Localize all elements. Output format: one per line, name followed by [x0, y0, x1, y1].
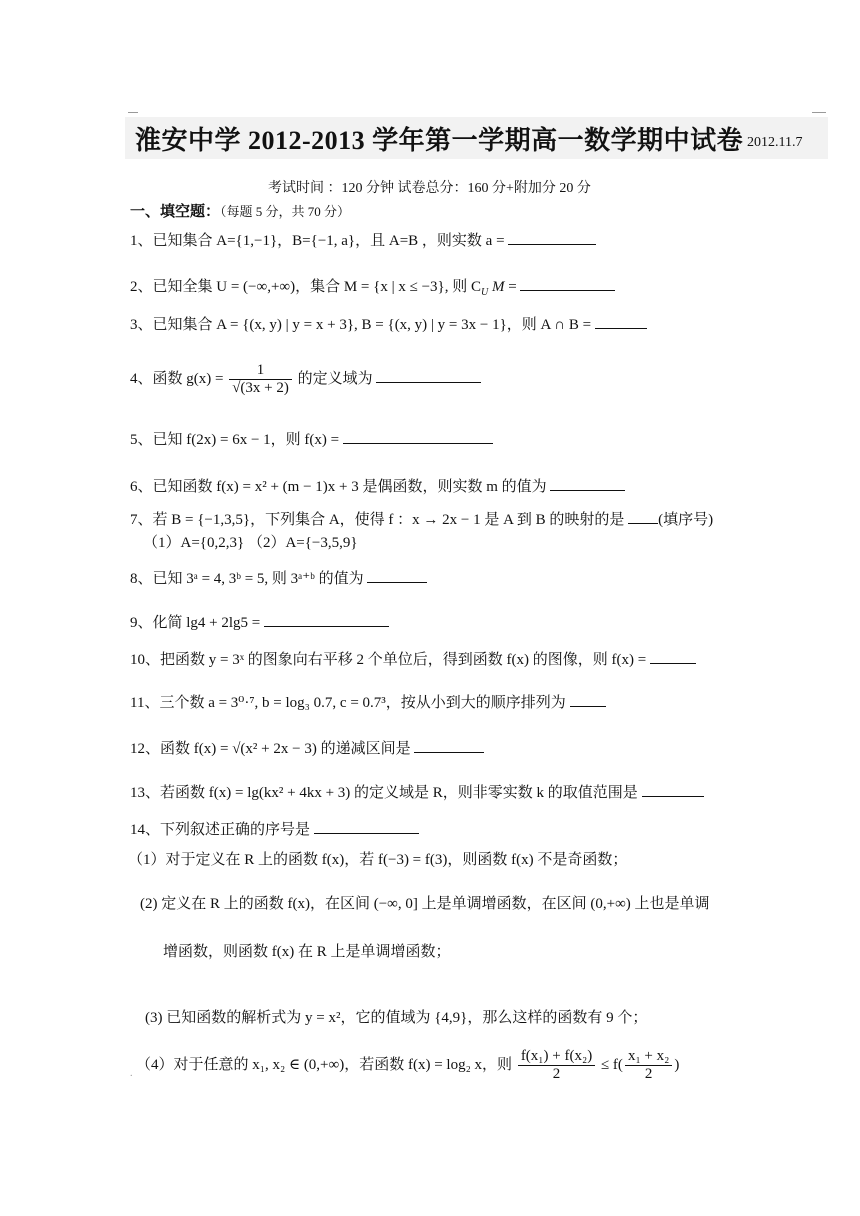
- fraction: [518, 1048, 595, 1083]
- answer-blank[interactable]: [628, 509, 658, 524]
- answer-blank[interactable]: [650, 649, 696, 664]
- question-5: [130, 428, 493, 449]
- fraction-denominator: 2: [552, 1066, 561, 1082]
- fraction-numerator: x₁ + x₂: [625, 1048, 672, 1066]
- answer-blank[interactable]: [508, 230, 596, 245]
- question-text: 2、已知全集 U = (−∞,+∞)，集合 M = {x | x ≤ −3}, 则 C: [130, 279, 481, 295]
- scan-mark: [128, 112, 138, 113]
- fraction-denominator: 2: [644, 1066, 653, 1082]
- scan-mark: .: [130, 1068, 133, 1079]
- question-4: [130, 362, 481, 397]
- question-11: [130, 691, 606, 712]
- question-text: 13、若函数 f(x) = lg(kx² + 4kx + 3) 的定义域是 R，则非零实数 k 的取值范围是: [130, 785, 638, 801]
- section-name: 一、填空题：: [130, 204, 221, 220]
- answer-blank[interactable]: [520, 276, 615, 291]
- question-13: [130, 781, 704, 802]
- answer-blank[interactable]: [376, 368, 481, 383]
- section-heading: [130, 200, 350, 221]
- document-title: 淮安中学 2012-2013 学年第一学期高一数学期中试卷: [135, 126, 744, 155]
- question-text: 1、已知集合 A={1,−1}，B={−1, a}，且 A=B ，则实数 a =: [130, 233, 505, 249]
- question-text: ≤ f(: [600, 1056, 623, 1073]
- question-14: [130, 818, 419, 839]
- question-6: [130, 475, 625, 496]
- statement-3: (3) 已知函数的解析式为 y = x²，它的值域为 {4,9}，那么这样的函数有 9 个；: [145, 1010, 648, 1026]
- answer-blank[interactable]: [550, 476, 625, 491]
- fraction-denominator: √(3x + 2): [232, 380, 289, 396]
- question-text: 7、若 B = {−1,3,5}，下列集合 A，使得 f ：x → 2x − 1 是 A 到 B 的映射的是: [130, 512, 625, 528]
- statement-2: (2) 定义在 R 上的函数 f(x)，在区间 (−∞, 0] 上是单调增函数，在区间 (0,+∞) 上也是单调: [140, 896, 710, 912]
- question-text: 的定义域为: [297, 370, 373, 387]
- question-text: 9、化简 lg4 + 2lg5 =: [130, 615, 261, 631]
- question-text: 10、把函数 y = 3ˣ 的图象向右平移 2 个单位后，得到函数 f(x) 的图像，则 f(x) =: [130, 652, 647, 668]
- fraction-numerator: 1: [229, 362, 292, 380]
- question-8: [130, 567, 427, 588]
- answer-blank[interactable]: [367, 568, 427, 583]
- question-text: 14、下列叙述正确的序号是: [130, 822, 311, 838]
- question-text: 3、已知集合 A = {(x, y) | y = x + 3}, B = {(x, y) | y = 3x − 1}，则 A ∩ B =: [130, 317, 592, 333]
- question-text: （4）对于任意的 x₁, x₂ ∈ (0,+∞)，若函数 f(x) = log₂ x，则: [136, 1056, 513, 1073]
- answer-blank[interactable]: [414, 738, 484, 753]
- fraction-numerator: f(x₁) + f(x₂): [518, 1048, 595, 1066]
- question-7: [130, 508, 713, 529]
- question-text: 8、已知 3ᵃ = 4, 3ᵇ = 5, 则 3ᵃ⁺ᵇ 的值为: [130, 571, 364, 587]
- scan-mark: [812, 112, 826, 113]
- question-2: 2、已知全集 U = (−∞,+∞)，集合 M = {x | x ≤ −3}, 则 $C_U$ M =: [130, 275, 615, 298]
- question-12: [130, 737, 484, 758]
- question-text: ): [674, 1056, 680, 1073]
- question-text: (填序号): [658, 512, 714, 528]
- question-10: [130, 648, 696, 669]
- question-text: 12、函数 f(x) = √(x² + 2x − 3) 的递减区间是: [130, 741, 411, 757]
- section-note: （每题 5 分，共 70 分）: [220, 204, 351, 219]
- question-1: [130, 229, 596, 250]
- exam-info: 考试时间 ：120 分钟 试卷总分：160 分+附加分 20 分: [268, 181, 591, 196]
- question-9: [130, 611, 389, 632]
- question-text: 6、已知函数 f(x) = x² + (m − 1)x + 3 是偶函数，则实数 m 的值为: [130, 479, 547, 495]
- question-7-options: （1）A={0,2,3} （2）A={−3,5,9}: [143, 535, 358, 551]
- answer-blank[interactable]: [595, 314, 647, 329]
- statement-4: [136, 1048, 679, 1083]
- answer-blank[interactable]: [343, 429, 493, 444]
- question-3: [130, 313, 647, 334]
- question-text: 11、三个数 a = 3⁰·⁷, b = log₃ 0.7, c = 0.7³，按从小到大的顺序排列为: [130, 695, 566, 711]
- exam-date: 2012.11.7: [747, 135, 803, 150]
- statement-1: （1）对于定义在 R 上的函数 f(x)，若 f(−3) = f(3)，则函数 f(x) 不是奇函数；: [128, 852, 628, 868]
- question-text: 5、已知 f(2x) = 6x − 1，则 f(x) =: [130, 432, 340, 448]
- answer-blank[interactable]: [570, 692, 606, 707]
- fraction: [625, 1048, 672, 1083]
- answer-blank[interactable]: [314, 819, 419, 834]
- fraction: [229, 362, 292, 397]
- statement-2-continued: 增函数，则函数 f(x) 在 R 上是单调增函数；: [163, 944, 451, 960]
- answer-blank[interactable]: [264, 612, 389, 627]
- question-text: 4、函数 g(x) =: [130, 370, 224, 387]
- answer-blank[interactable]: [642, 782, 704, 797]
